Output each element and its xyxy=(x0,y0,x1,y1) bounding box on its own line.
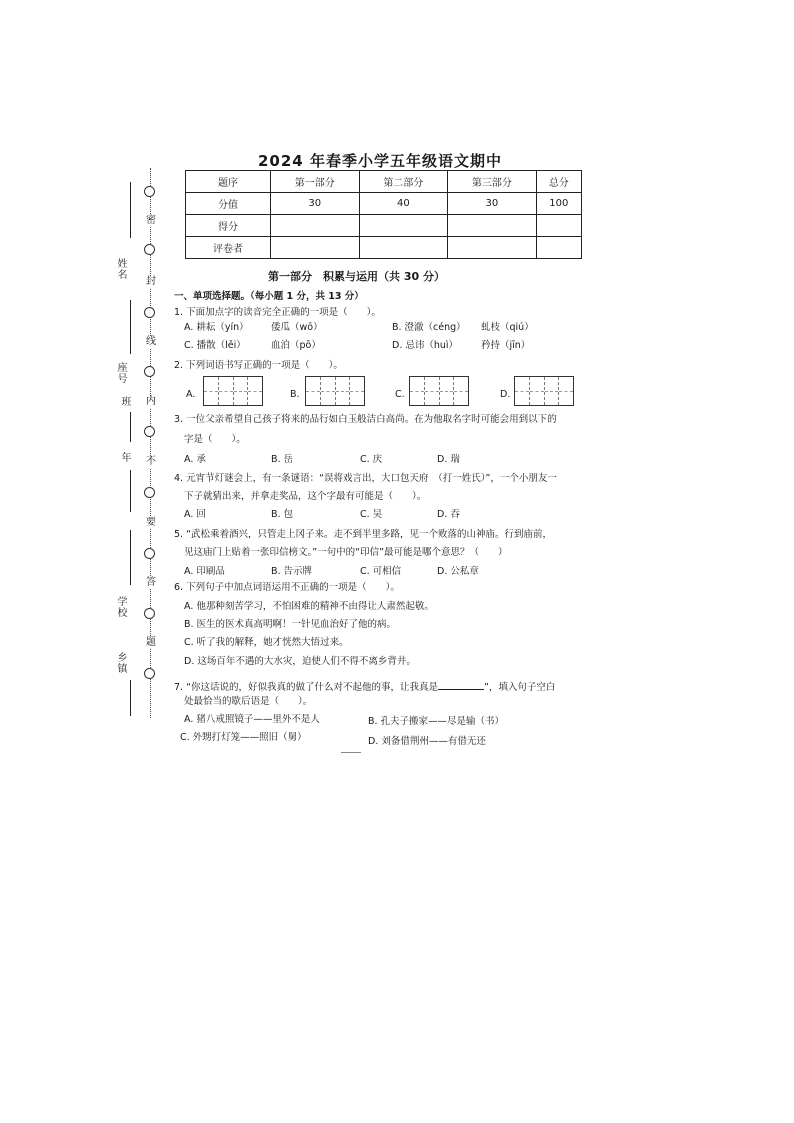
table-cell: 得分 xyxy=(186,215,271,237)
question-7-part2: ”，填入句子空白 xyxy=(484,682,556,693)
table-cell: 30 xyxy=(271,193,360,215)
q2-option-c[interactable]: C. xyxy=(395,389,405,400)
q1-option-a-word: 倭瓜（wō） xyxy=(271,322,323,333)
q3-option-c[interactable]: C. 庆 xyxy=(360,454,383,465)
score-table xyxy=(185,170,582,259)
q4-option-b[interactable]: B. 包 xyxy=(271,509,294,520)
q1-option-b[interactable]: B. 澄澈（céng） xyxy=(392,322,466,333)
grade-label: 年 xyxy=(119,452,130,463)
score-input-cell[interactable] xyxy=(448,215,537,237)
binding-hole xyxy=(144,426,155,437)
binding-hole xyxy=(144,548,155,559)
q2-option-a[interactable]: A. xyxy=(186,389,196,400)
q1-option-c[interactable]: C. 播散（lěi） xyxy=(184,340,246,351)
q6-option-d[interactable]: D. 这场百年不遇的大水灾，迫使人们不得不离乡背井。 xyxy=(184,656,416,667)
q4-option-c[interactable]: C. 吴 xyxy=(360,509,383,520)
grader-input-cell[interactable] xyxy=(271,237,360,259)
exam-title: 2024 年春季小学五年级语文期中 xyxy=(258,152,502,170)
question-4-line2: 下子就猜出来，并拿走奖品，这个字最有可能是（ ）。 xyxy=(184,491,427,502)
table-cell: 分值 xyxy=(186,193,271,215)
seal-char: 要 xyxy=(146,517,156,528)
question-4-line1: 4. 元宵节灯谜会上，有一条谜语：“误将戏言出，大口包天府 （打一姓氏）”，一个小朋友一 xyxy=(174,473,557,484)
score-input-cell[interactable] xyxy=(271,215,360,237)
class-label: 班 xyxy=(119,396,130,407)
seal-char: 密 xyxy=(146,215,156,226)
question-2: 2. 下列词语书写正确的一项是（ ）。 xyxy=(174,360,343,371)
seal-char: 封 xyxy=(146,276,156,287)
table-cell: 30 xyxy=(448,193,537,215)
question-5-line2: 见这庙门上贴着一张印信榜文。”一句中的“印信”最可能是哪个意思？（ ） xyxy=(184,547,508,558)
q2-option-c-grid xyxy=(409,376,469,406)
q7-option-d[interactable]: D. 刘备借荆州——有借无还 xyxy=(368,736,486,747)
answer-blank[interactable] xyxy=(438,679,484,690)
q6-option-b[interactable]: B. 医生的医术真高明啊！一针见血治好了他的病。 xyxy=(184,619,397,630)
q1-option-a[interactable]: A. 耕耘（yín） xyxy=(184,322,249,333)
q5-option-a[interactable]: A. 印刷品 xyxy=(184,566,225,577)
binding-hole xyxy=(144,186,155,197)
q6-option-a[interactable]: A. 他那种刻苦学习，不怕困难的精神不由得让人肃然起敬。 xyxy=(184,601,434,612)
question-7-part1: 7. “你这话说的，好似我真的做了什么对不起他的事，让我真是 xyxy=(174,682,439,693)
q1-option-b-word: 虬枝（qiú） xyxy=(481,322,534,333)
q1-option-d-word: 矜持（jīn） xyxy=(481,340,531,351)
grader-input-cell[interactable] xyxy=(536,237,581,259)
name-line[interactable] xyxy=(130,182,131,238)
table-header-cell: 第二部分 xyxy=(359,171,448,193)
q7-option-a[interactable]: A. 猪八戒照镜子——里外不是人 xyxy=(184,714,320,725)
table-row xyxy=(186,193,582,215)
q4-option-d[interactable]: D. 吞 xyxy=(437,509,460,520)
seal-char: 题 xyxy=(146,637,156,648)
q5-option-c[interactable]: C. 可相信 xyxy=(360,566,402,577)
question-5-line1: 5. “武松乘着酒兴，只管走上冈子来。走不到半里多路，见一个败落的山神庙。行到庙前， xyxy=(174,529,553,540)
grade-line[interactable] xyxy=(130,470,131,512)
table-header-cell: 第三部分 xyxy=(448,171,537,193)
table-row xyxy=(186,171,582,193)
q2-option-d[interactable]: D. xyxy=(500,389,511,400)
section-title: 第一部分 积累与运用（共 30 分） xyxy=(268,270,445,283)
q3-option-b[interactable]: B. 岳 xyxy=(271,454,294,465)
seat-line[interactable] xyxy=(130,300,131,354)
binding-hole xyxy=(144,487,155,498)
q2-option-a-grid xyxy=(203,376,263,406)
seat-label: 座号 xyxy=(115,362,126,384)
q2-option-d-grid xyxy=(514,376,574,406)
table-cell: 评卷者 xyxy=(186,237,271,259)
q4-option-a[interactable]: A. 回 xyxy=(184,509,206,520)
table-cell: 100 xyxy=(536,193,581,215)
seal-char: 答 xyxy=(146,577,156,588)
name-label: 姓名 xyxy=(115,258,126,280)
question-7-line1 xyxy=(174,679,555,694)
town-label: 乡镇 xyxy=(115,652,126,674)
seal-char: 不 xyxy=(146,456,156,467)
q1-option-c-word: 血泊（pō） xyxy=(271,340,321,351)
section-heading: 一、单项选择题。（每小题 1 分，共 13 分） xyxy=(174,291,364,302)
score-input-cell[interactable] xyxy=(536,215,581,237)
q2-option-b-grid xyxy=(305,376,365,406)
q7-option-c[interactable]: C. 外甥打灯笼——照旧（舅） xyxy=(180,732,307,743)
binding-hole xyxy=(144,307,155,318)
grader-input-cell[interactable] xyxy=(448,237,537,259)
table-header-cell: 总分 xyxy=(536,171,581,193)
q3-option-d[interactable]: D. 瑞 xyxy=(437,454,460,465)
table-cell: 40 xyxy=(359,193,448,215)
q6-option-c[interactable]: C. 听了我的解释，她才恍然大悟过来。 xyxy=(184,637,349,648)
q5-option-d[interactable]: D. 公私章 xyxy=(437,566,479,577)
binding-hole xyxy=(144,608,155,619)
page-bottom-mark xyxy=(341,752,361,753)
q5-option-b[interactable]: B. 告示牌 xyxy=(271,566,313,577)
question-1: 1. 下面加点字的读音完全正确的一项是（ ）。 xyxy=(174,307,381,318)
grader-input-cell[interactable] xyxy=(359,237,448,259)
table-row xyxy=(186,237,582,259)
table-header-cell: 第一部分 xyxy=(271,171,360,193)
score-input-cell[interactable] xyxy=(359,215,448,237)
q2-option-b[interactable]: B. xyxy=(290,389,300,400)
q1-option-d[interactable]: D. 忌讳（huì） xyxy=(392,340,459,351)
binding-hole xyxy=(144,244,155,255)
question-3-line2: 字是（ ）。 xyxy=(184,434,246,445)
school-line[interactable] xyxy=(130,530,131,585)
class-line[interactable] xyxy=(130,412,131,442)
school-label: 学校 xyxy=(115,596,126,618)
question-7-line2: 处最恰当的歇后语是（ ）。 xyxy=(184,696,313,707)
seal-char: 内 xyxy=(146,396,156,407)
q7-option-b[interactable]: B. 孔夫子搬家——尽是输（书） xyxy=(368,716,505,727)
question-3-line1: 3. 一位父亲希望自己孩子将来的品行如白玉般洁白高尚。在为他取名字时可能会用到以下的 xyxy=(174,414,557,425)
binding-hole xyxy=(144,668,155,679)
seal-char: 线 xyxy=(146,336,156,347)
binding-hole xyxy=(144,366,155,377)
table-header-cell: 题序 xyxy=(186,171,271,193)
q3-option-a[interactable]: A. 承 xyxy=(184,454,206,465)
table-row xyxy=(186,215,582,237)
town-line[interactable] xyxy=(130,680,131,716)
question-6: 6. 下列句子中加点词语运用不正确的一项是（ ）。 xyxy=(174,582,400,593)
